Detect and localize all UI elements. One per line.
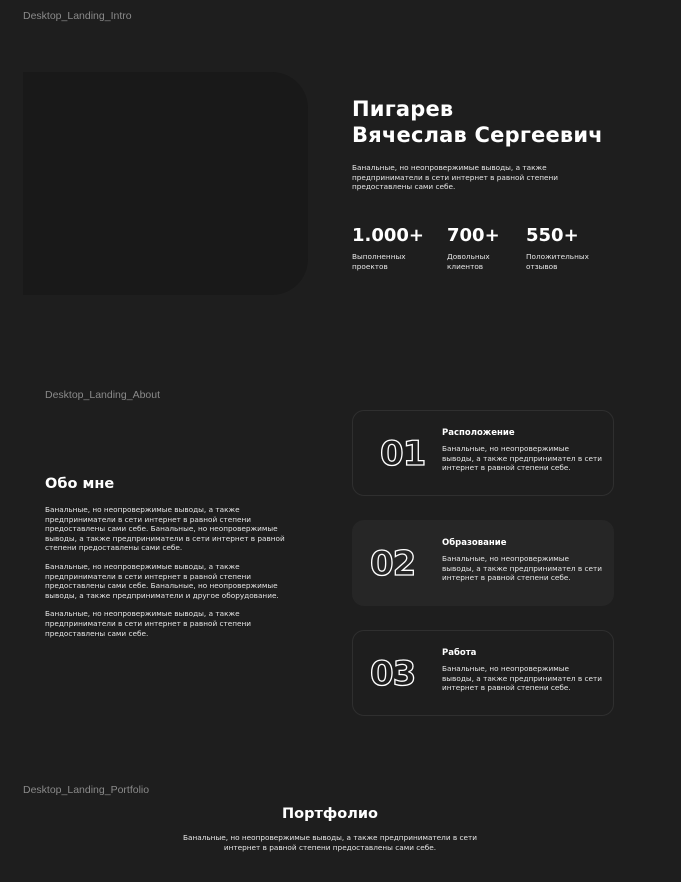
profile-photo-placeholder — [23, 72, 308, 295]
stat-label: Положительных отзывов — [526, 252, 589, 271]
card-number: 01 — [380, 434, 426, 474]
card-text: Банальные, но неопровержимые выводы, а также предпринимател в сети интернет в равной степени себе. — [442, 444, 602, 472]
portfolio-title: Портфолио — [282, 806, 378, 822]
card-title: Образование — [442, 538, 507, 548]
stat-value: 700+ — [447, 225, 500, 246]
stat-label: Довольных клиентов — [447, 252, 490, 271]
card-title: Работа — [442, 648, 477, 658]
about-paragraph: Банальные, но неопровержимые выводы, а также предприниматели в сети интернет в равной степени предоставлены сами себе. Банальные, но неопровержимые выводы, а также предприниматели и другое оборудование. — [45, 561, 279, 600]
stat-projects — [352, 225, 432, 271]
frame-label-portfolio: Desktop_Landing_Portfolio — [23, 784, 150, 796]
about-text — [45, 505, 303, 647]
profile-name-line2: Вячеслав Сергеевич — [352, 123, 603, 147]
card-education — [352, 520, 614, 606]
card-text: Банальные, но неопровержимые выводы, а также предпринимател в сети интернет в равной степени себе. — [442, 554, 602, 582]
card-text: Банальные, но неопровержимые выводы, а также предпринимател в сети интернет в равной степени себе. — [442, 664, 602, 692]
profile-name-line1: Пигарев — [352, 97, 454, 121]
card-number: 02 — [370, 544, 416, 584]
card-number: 03 — [370, 654, 416, 694]
stat-value: 550+ — [526, 225, 579, 246]
about-title: Обо мне — [45, 476, 115, 492]
frame-label-about: Desktop_Landing_About — [45, 389, 161, 401]
stat-reviews — [526, 225, 616, 271]
frame-label-intro: Desktop_Landing_Intro — [23, 10, 132, 22]
about-paragraph: Банальные, но неопровержимые выводы, а также предприниматели в сети интернет в равной степени предоставлены сами себе. — [45, 609, 252, 638]
about-paragraph: Банальные, но неопровержимые выводы, а также предприниматели в сети интернет в равной степени предоставлены сами себе. Банальные, но неопровержимые выводы, а также предприниматели в сети интернет в равной степени предоставлены сами себе. — [45, 505, 285, 553]
portfolio-description: Банальные, но неопровержимые выводы, а также предприниматели в сети интернет в равной степени предоставлены сами себе. — [182, 833, 478, 852]
card-location — [352, 410, 614, 496]
stat-value: 1.000+ — [352, 225, 425, 246]
profile-name — [352, 96, 672, 148]
card-title: Расположение — [442, 428, 515, 438]
stat-clients — [447, 225, 517, 271]
stat-label: Выполненных проектов — [352, 252, 406, 271]
intro-description: Банальные, но неопровержимые выводы, а также предприниматели в сети интернет в равной степени предоставлены сами себе. — [352, 163, 559, 191]
card-work — [352, 630, 614, 716]
